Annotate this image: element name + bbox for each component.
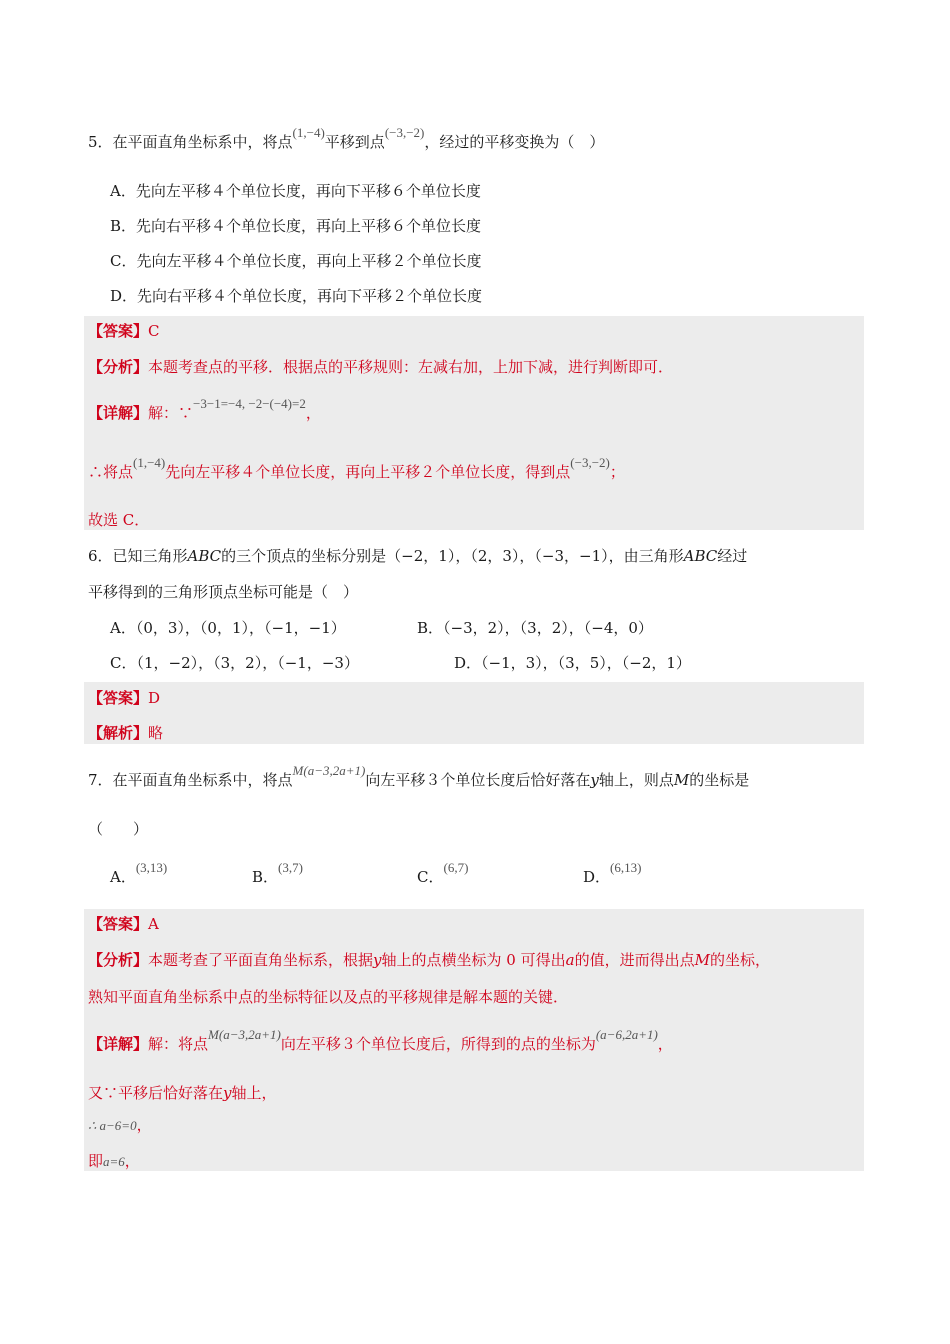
q5-answer: 【答案】C [88,322,160,340]
q6-analysis: 【解析】略 [88,724,164,742]
q6-stem-line1: 6．已知三角形ABC的三个顶点的坐标分别是（−2，1），（2，3），（−3，−1），由三角形ABC经过 [88,547,748,565]
q5-option-d: D．先向右平移４个单位长度，再向下平移２个单位长度 [110,287,483,305]
q7-option-c: C．(6,7) [417,860,469,886]
q5-option-a: A．先向左平移４个单位长度，再向下平移６个单位长度 [110,182,481,200]
q7-option-d: D．(6,13) [583,860,642,886]
q5-analysis: 【分析】本题考查点的平移．根据点的平移规则：左减右加，上加下减，进行判断即可． [88,358,674,376]
q7-detail-line2: 又∵平移后恰好落在y轴上， [88,1084,277,1102]
q5-stem: 5．在平面直角坐标系中，将点(1,−4)平移到点(−3,−2)，经过的平移变换为（ ） [88,125,605,151]
q5-point-1: (1,−4) [292,125,325,140]
q5-conclusion: ∴将点(1,−4)先向左平移４个单位长度，再向上平移２个单位长度，得到点(−3,−2)； [88,455,625,481]
q5-option-c: C．先向左平移４个单位长度，再向上平移２个单位长度 [110,252,482,270]
q6-answer-panel [84,682,864,744]
q6-option-c: C．（1，−2），（3，2），（−1，−3） [110,654,359,672]
q5-point-2: (−3,−2) [384,125,425,140]
q7-option-b: B．(3,7) [252,860,303,886]
q7-analysis-line1: 【分析】本题考查了平面直角坐标系，根据y轴上的点横坐标为 0 可得出a的值，进而得出点M的坐标， [88,951,770,969]
q6-stem-line2: 平移得到的三角形顶点坐标可能是（ ） [88,583,359,601]
q7-analysis-line2: 熟知平面直角坐标系中点的坐标特征以及点的平移规律是解本题的关键． [88,988,569,1006]
q6-option-a: A．（0，3），（0，1），（−1，−1） [110,619,346,637]
q7-detail-line4: 即a=6， [88,1152,140,1170]
q7-detail: 【详解】解：将点M(a−3,2a+1)向左平移３个单位长度后，所得到的点的坐标为(a−6,2a+1)， [88,1027,673,1053]
q5-detail-math: −3−1=−4, −2−(−4)=2 [193,396,306,411]
q5-detail: 【详解】解：∵−3−1=−4, −2−(−4)=2， [88,396,321,422]
q6-answer: 【答案】D [88,689,161,707]
q7-option-a: A．(3,13) [110,860,168,886]
q5-option-b: B．先向右平移４个单位长度，再向上平移６个单位长度 [110,217,482,235]
q6-option-b: B．（−3，2），（3，2），（−4，0） [417,619,653,637]
q7-answer: 【答案】A [88,915,159,933]
q7-detail-line3: ∴ a−6=0， [88,1116,152,1134]
q7-point-m: M(a−3,2a+1) [292,763,366,778]
q5-final: 故选 C． [88,511,150,529]
q7-paren: （ ） [88,820,149,838]
q7-stem: 7．在平面直角坐标系中，将点M(a−3,2a+1)向左平移３个单位长度后恰好落在y轴上，则点M的坐标是 [88,763,750,789]
q6-option-d: D．（−1，3），（3，5），（−2，1） [454,654,691,672]
